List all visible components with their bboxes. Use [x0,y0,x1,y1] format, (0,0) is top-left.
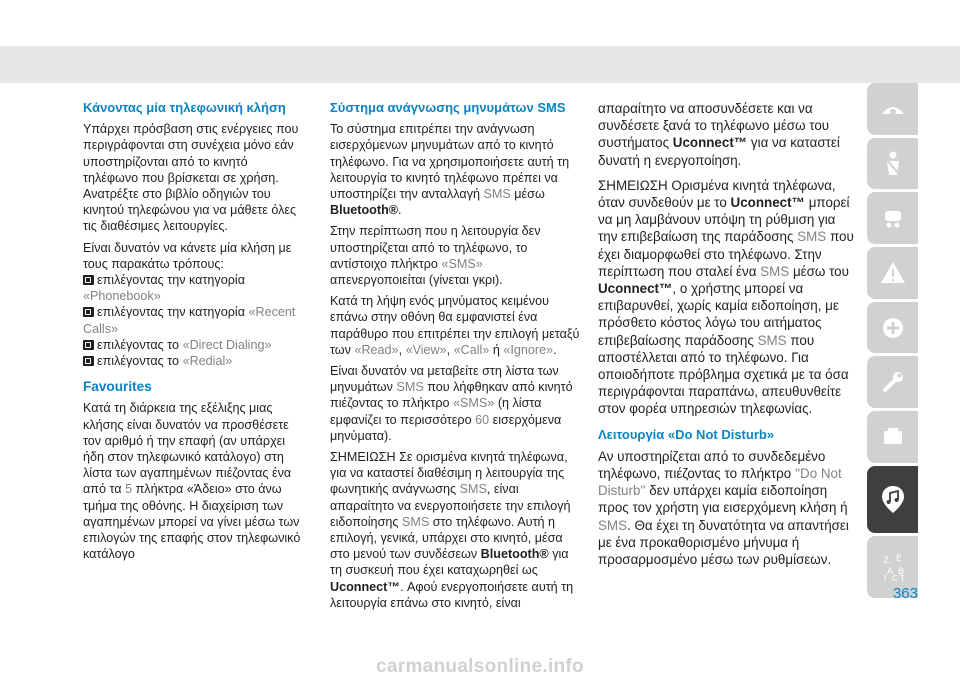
selection-icon [83,307,94,317]
tab-emergency[interactable] [867,302,918,354]
paragraph-sms-note: ΣΗΜΕΙΩΣΗ Σε ορισμένα κινητά τηλέφωνα, για να καταστεί διαθέσιμη η λειτουργία της φωνητικής ανάγνωσης SMS, είναι απαραίτητο να ενεργοποιήσετε την επιλογή ειδοποίησης SMS στο τηλέφωνο. Αυτή η επιλογή, γενικά, υπάρχει στο κινητό, μέσα στο μενού των συνδέσεων Bluetooth® για τη συσκευή που έχει καταχωρηθεί ως Uconnect™. Αφού ενεργοποιήσετε αυτή τη λειτουργία επάνω στο κινητό, είναι [330,450,574,610]
car-key-icon [876,201,910,235]
column-1 [83,100,301,567]
option-recent-calls: επιλέγοντας την κατηγορία «Recent Calls» [83,305,296,336]
heading-do-not-disturb: Λειτουργία «Do Not Disturb» [598,426,775,442]
chapter-tabs [867,83,918,598]
heading-phone-call: Κάνοντας μία τηλεφωνική κλήση [83,100,286,115]
paragraph-do-not-disturb: Αν υποστηρίζεται από το συνδεδεμένο τηλέφωνο, πιέζοντας το πλήκτρο ''Do Not Disturb'' δεν υπάρχει καμία ειδοποίηση προς τον χρήστη για εισερχόμενη κλήση ή SMS. Θα έχει τη δυνατότητα να απαντήσει με ένα προκαθορισμένο μήνυμα ή προσαρμοσμένο μέσω των ρυθμίσεων. [598,448,849,568]
paragraph-reconnect: απαραίτητο να αποσυνδέσετε και να συνδέσετε ξανά το τηλέφωνο μέσω του συστήματος Uconnect™ για να καταστεί δυνατή η ενεργοποίηση. [598,101,840,168]
paragraph-sms-list: Είναι δυνατόν να μεταβείτε στη λίστα των μηνυμάτων SMS που λήφθηκαν από κινητό πιέζοντας το πλήκτρο «SMS» (η λίστα εμφανίζει το περισσότερο 60 εισερχόμενα μηνύματα). [330,364,573,443]
tab-servicing[interactable] [867,356,918,408]
column-3 [598,100,856,573]
tab-starting[interactable] [867,192,918,244]
tab-dashboard[interactable] [867,83,918,135]
svg-text:A: A [886,567,893,577]
paragraph-favourites: Κατά τη διάρκεια της εξέλιξης μιας κλήσης είναι δυνατόν να προσθέσετε τον αριθμό ή την επαφή (αν υπάρχει ήδη στον τηλεφωνικό κατάλογο) στη λίστα των αγαπημένων πιέζοντας ένα από τα 5 πλήκτρα «Άδειο» στο άνω τμήμα της οθόνης. Η διαχείριση των αγαπημένων μπορεί να γίνει μέσω των επιλογών της επαφής στον τηλεφωνικό κατάλογο [83,401,301,562]
paragraph-methods: Είναι δυνατόν να κάνετε μία κλήση με τους παρακάτω τρόπους: επιλέγοντας την κατηγορία «Phonebook» επιλέγοντας την κατηγορία «Recent Calls» επιλέγοντας το «Direct Dialing» επιλέγοντας το «Redial» [83,240,301,370]
paragraph-intro: Υπάρχει πρόσβαση στις ενέργειες που περιγράφονται στη συνέχεια μόνο εάν υποστηρίζονται από το κινητό τηλέφωνο που βρίσκεται σε χρήση. Ανατρέξτε στο βιβλίο οδηγιών του κινητού τηλεφώνου για να μάθετε όλες τις διαθέσιμες λειτουργίες. [83,122,299,234]
watermark: carmanualsonline.info [376,656,584,677]
engine-specs-icon [876,420,910,454]
top-margin [0,0,960,46]
paragraph-delivery-note: ΣΗΜΕΙΩΣΗ Ορισμένα κινητά τηλέφωνα, όταν συνδεθούν με το Uconnect™ μπορεί να μη λαμβάνουν υπόψη τη ρύθμιση για την επιβεβαίωση της παράδοσης SMS που έχει διαμορφωθεί στο τηλέφωνο. Στην περίπτωση που σταλεί ένα SMS μέσω του Uconnect™, ο χρήστης μπορεί να επιβαρυνθεί, χωρίς καμία ειδοποίηση, με πρόσθετο κόστος λόγω του αιτήματος επιβεβαίωσης παράδοσης SMS που αποστέλλεται από το τηλέφωνο. Για οποιοδήποτε πρόβλημα σχετικά με τα όσα περιγράφονται παραπάνω, απευθυνθείτε στον φορέα υπηρεσιών τηλεφωνίας. [598,177,854,417]
column-2 [330,100,580,616]
header-band [0,46,960,83]
tab-safety[interactable] [867,138,918,190]
option-direct-dialing: επιλέγοντας το «Direct Dialing» [83,337,301,353]
tab-multimedia[interactable] [867,466,918,533]
paragraph-sms-intro: Το σύστημα επιτρέπει την ανάγνωση εισερχόμενων μηνυμάτων από το κινητό τηλέφωνο. Για να χρησιμοποιήσετε αυτή τη λειτουργία το κινητό τηλέφωνο πρέπει να υποστηρίζει την ανταλλαγή SMS μέσω Bluetooth®. [330,122,570,218]
selection-icon [83,356,94,366]
car-dashboard-icon [876,92,910,126]
multimedia-music-icon [876,482,910,516]
alphabet-index-icon [876,550,910,584]
paragraph-sms-unsupported: Στην περίπτωση που η λειτουργία δεν υποστηρίζεται από το τηλέφωνο, το αντίστοιχο πλήκτρο «SMS» απενεργοποιείται (γίνεται γκρι). [330,224,541,288]
warning-triangle-icon [876,256,910,290]
heading-favourites: Favourites [83,379,152,395]
seat-belt-icon [876,147,910,181]
paragraph-sms-receive: Κατά τη λήψη ενός μηνύματος κειμένου επάνω στην οθόνη θα εμφανιστεί ένα παράθυρο που επιτρέπει την επιλογή μεταξύ των «Read», «View», «Call» ή «Ignore». [330,294,580,357]
selection-icon [83,275,94,285]
tab-warning-lights[interactable] [867,247,918,299]
svg-text:E: E [895,554,902,564]
svg-text:I: I [883,574,886,583]
wrench-icon [876,365,910,399]
option-phonebook: επιλέγοντας την κατηγορία «Phonebook» [83,273,245,304]
selection-icon [83,340,94,350]
page-number: 363 [892,585,918,602]
emergency-icon [876,311,910,345]
svg-text:Z: Z [882,556,889,566]
svg-text:T: T [899,574,905,583]
svg-text:B: B [897,567,904,577]
tab-technical[interactable] [867,411,918,463]
svg-text:C: C [891,574,898,583]
heading-sms-reader: Σύστημα ανάγνωσης μηνυμάτων SMS [330,100,566,115]
option-redial: επιλέγοντας το «Redial» [83,353,301,369]
